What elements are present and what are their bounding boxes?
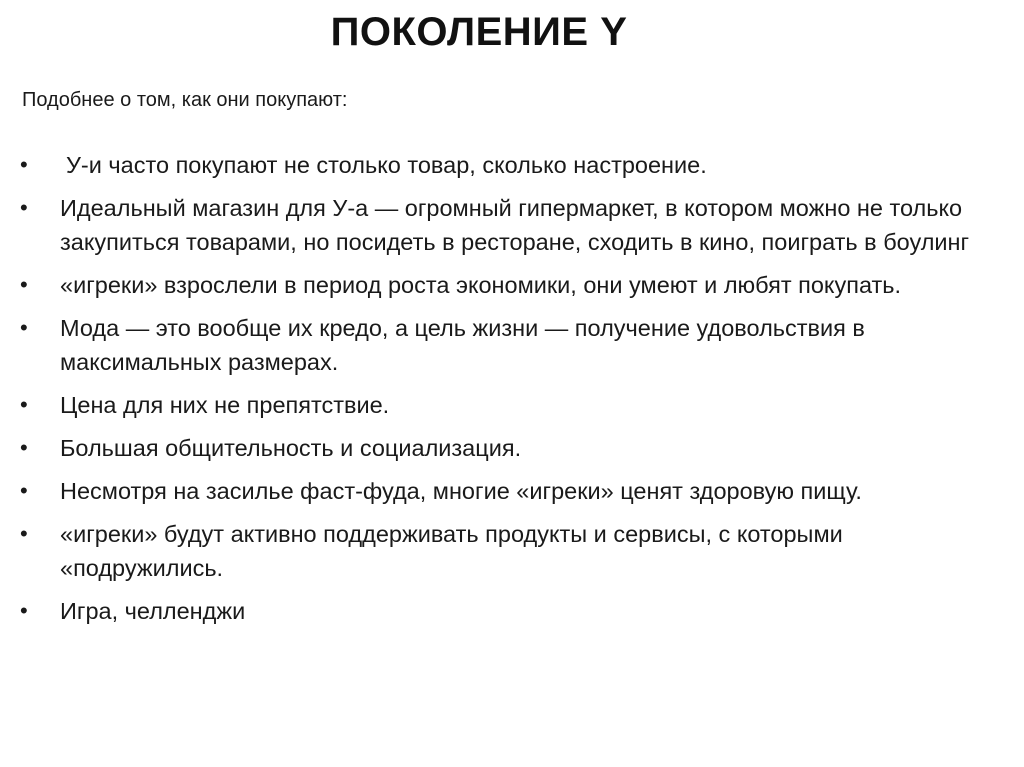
bullet-item-7 [0,474,1010,508]
bullet-item-2 [0,191,1010,259]
bullet-text: Игра, челленджи [60,598,246,624]
bullet-icon: • [20,598,28,623]
bullet-text: Цена для них не препятствие. [60,392,390,418]
bullet-text: Несмотря на засилье фаст-фуда, многие «игреки» ценят здоровую пищу. [60,478,862,504]
bullet-icon: • [20,272,28,297]
bullet-item-9 [0,594,1010,628]
bullet-item-4 [0,311,1010,379]
slide-title: ПОКОЛЕНИЕ Y [330,10,628,54]
bullet-icon: • [20,315,28,340]
bullet-item-5 [0,388,1010,422]
bullet-icon: • [20,435,28,460]
bullet-item-1 [0,148,1010,182]
bullet-text: Идеальный магазин для У-а — огромный гипермаркет, в котором можно не только закупиться товарами, но посидеть в ресторане, сходить в кино, поиграть в боулинг [60,195,970,255]
bullet-icon: • [20,392,28,417]
bullet-item-8 [0,517,1010,585]
bullet-text: «игреки» взрослели в период роста экономики, они умеют и любят покупать. [60,272,902,298]
bullet-icon: • [20,521,28,546]
bullet-text: Большая общительность и социализация. [60,435,522,461]
bullet-list [0,148,1010,628]
bullet-text: «игреки» будут активно поддерживать продукты и сервисы, с которыми «подружились. [60,521,843,581]
bullet-text: У-и часто покупают не столько товар, сколько настроение. [66,152,707,178]
bullet-icon: • [20,195,28,220]
bullet-text: Мода — это вообще их кредо, а цель жизни — получение удовольствия в максимальных размерах. [60,315,865,375]
bullet-icon: • [20,152,28,177]
bullet-item-6 [0,431,1010,465]
bullet-icon: • [20,478,28,503]
bullet-item-3 [0,268,1010,302]
slide-subtitle: Подобнее о том, как они покупают: [22,89,348,111]
